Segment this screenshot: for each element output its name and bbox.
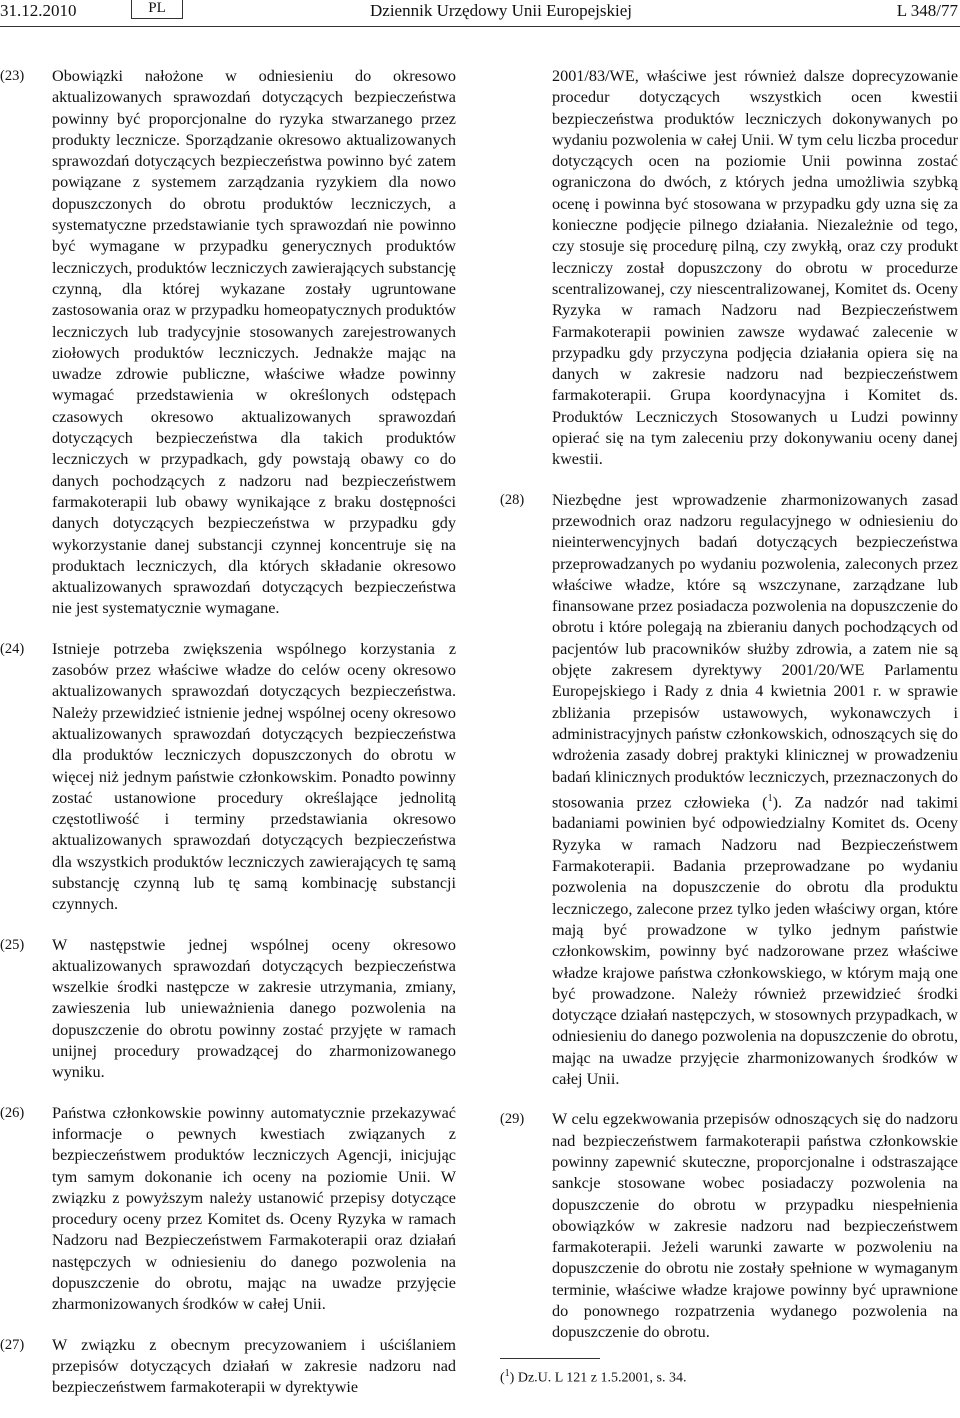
recital-text: W związku z obecnym precyzowaniem i uściślaniem przepisów dotyczących działań w zakresie nadzoru nad bezpieczeństwem farmakoterapii w dyrektywie bbox=[52, 1335, 456, 1397]
left-column bbox=[0, 66, 456, 1418]
footnote: ($^1$) Dz.U. L 121 z 1.5.2001, s. 34. bbox=[500, 1368, 687, 1386]
recital-24 bbox=[0, 639, 456, 916]
footnote-text: Dz.U. L 121 z 1.5.2001, s. 34. bbox=[517, 1370, 687, 1386]
recital-text bbox=[552, 1109, 958, 1343]
footnote-divider bbox=[500, 1358, 600, 1359]
header-divider bbox=[0, 26, 960, 27]
journal-title: Dziennik Urzędowy Unii Europejskiej bbox=[370, 1, 633, 20]
language-tag: PL bbox=[131, 0, 183, 19]
footnote-number: 1 bbox=[504, 1368, 510, 1379]
recital-28 bbox=[500, 490, 958, 1091]
recital-number: (29) bbox=[500, 1111, 525, 1128]
recital-29 bbox=[500, 1109, 958, 1343]
recital-number: (28) bbox=[500, 491, 525, 508]
recital-23 bbox=[0, 66, 456, 620]
recital-26 bbox=[0, 1103, 456, 1316]
page-header bbox=[0, 0, 960, 28]
right-column bbox=[500, 66, 958, 1363]
recital-number: (24) bbox=[0, 640, 25, 657]
recital-number: (25) bbox=[0, 936, 25, 953]
recital-number: (26) bbox=[0, 1104, 25, 1121]
recital-text: Istnieje potrzeba zwiększenia wspólnego korzystania z zasobów przez właściwe władze do celów oceny okresowo aktualizowanych sprawozdań dotyczących bezpieczeństwa. Należy przewidzieć istnienie jednej wspólnej oceny okresowo aktualizowanych sprawozdań dotyczących bezpieczeństwa dla produktów leczniczych dopuszczonych do obrotu w więcej niż jednym państwie członkowskim. Ponadto powinny zostać ustanowione procedury określające jednolitą częstotliwość i terminy przedstawiania okresowo aktualizowanych sprawozdań dotyczących bezpieczeństwa dla wszystkich produktów leczniczych zawierających tę samą substancję czynną lub tę samą kombinację substancji czynnych. bbox=[52, 639, 456, 914]
page-reference: L 348/77 bbox=[896, 1, 958, 20]
footnote-reference[interactable]: 1 bbox=[767, 792, 773, 804]
recital-text bbox=[552, 490, 958, 1091]
recital-number: (27) bbox=[0, 1336, 25, 1353]
recital-text: Obowiązki nałożone w odniesieniu do okresowo aktualizowanych sprawozdań dotyczących bezpieczeństwa powinny być proporcjonalne do ryzyka stwarzanego przez produkty lecznicze. Sporządzanie okresowo aktualizowanych sprawozdań dotyczących bezpieczeństwa powinno być zatem powiązane z systemem zarządzania ryzykiem dla nowo dopuszczonych do obrotu produktów leczniczych, a systematyczne przedstawianie tych sprawozdań nie powinno być wymagane w przypadku generycznych produktów leczniczych, produktów leczniczych zawierających substancję czynną, dla której wykazane zostały ugruntowane zastosowania oraz w przypadku homeopatycznych produktów leczniczych lub tradycyjnie stosowanych zarejestrowanych ziołowych produktów leczniczych. Jednakże mając na uwadze zdrowie publiczne, właściwe władze powinny wymagać przedstawienia w określonych odstępach czasowych okresowo aktualizowanych sprawozdań dotyczących bezpieczeństwa dla takich produktów leczniczych w przypadkach, gdy powstają obawy co do danych pochodzących z nadzoru nad bezpieczeństwem farmakoterapii lub obawy wynikające z braku dostępności danych dotyczących bezpieczeństwa w przypadku gdy wykorzystanie danej substancji czynnej koncentruje się na produktach leczniczych, dla których składanie okresowo aktualizowanych sprawozdań dotyczących bezpieczeństwa nie jest systematycznie wymagane. bbox=[52, 67, 456, 618]
recital-number: (23) bbox=[0, 68, 25, 84]
recital-text: W następstwie jednej wspólnej oceny okresowo aktualizowanych sprawozdań dotyczących bezpieczeństwa wszelkie środki następcze w zakresie utrzymania, zmiany, zawieszenia lub unieważnienia danego pozwolenia na dopuszczenie do obrotu powinny zostać przyjęte w ramach unijnej procedury prowadzącej do zharmonizowanego wyniku. bbox=[52, 935, 456, 1082]
recital-27-continuation bbox=[500, 66, 958, 471]
recital-27 bbox=[0, 1335, 456, 1399]
publication-date: 31.12.2010 bbox=[0, 1, 77, 20]
recital-text-part: W celu egzekwowania przepisów odnoszących się do nadzoru nad bezpieczeństwem farmakoterapii państwa członkowskie powinny zapewnić skuteczne, proporcjonalne i odstraszające sankcje stosowane wobec posiadaczy pozwolenia na dopuszczenie do obrotu w przypadku niespełnienia obowiązków w zakresie nadzoru nad bezpieczeństwem farmakoterapii. Jeżeli warunki zawarte w pozwoleniu na dopuszczenie do obrotu nie zostały spełnione w wymaganym terminie, właściwe władze krajowe powinny być uprawnione do ponownego rozpatrzenia wydanego pozwolenia na dopuszczenie do obrotu. bbox=[552, 1110, 958, 1342]
recital-text-part: Niezbędne jest wprowadzenie zharmonizowanych zasad przewodnich oraz nadzoru regulacyjnego w odniesieniu do nieinterwencyjnych badań dotyczących bezpieczeństwa przeprowadzanych po wydaniu pozwolenia, zaleconych przez właściwe władze, które są wszczynane, zarządzane lub finansowane przez posiadacza pozwolenia na dopuszczenie do obrotu i które polegają na zbieraniu danych pochodzących od pacjentów lub pracowników służby zdrowia, a zatem nie są objęte zakresem dyrektywy 2001/20/WE Parlamentu Europejskiego i Rady z dnia 4 kwietnia 2001 r. w sprawie zbliżania przepisów ustawowych, wykonawczych i administracyjnych państw członkowskich, odnoszących się do wdrożenia zasady dobrej praktyki klinicznej w prowadzeniu badań klinicznych produktów leczniczych, przeznaczonych do stosowania przez człowieka ( bbox=[552, 490, 958, 812]
recital-text: Państwa członkowskie powinny automatycznie przekazywać informacje o pewnych kwestiach związanych z bezpieczeństwem produktów leczniczych Agencji, inicjując tym samym dokonanie ich oceny na poziomie Unii. W związku z powyższym należy ustanowić przepisy dotyczące procedury oceny przez Komitet ds. Oceny Ryzyka w ramach Nadzoru nad Bezpieczeństwem Farmakoterapii oraz działań następczych w odniesieniu do danego pozwolenia na dopuszczenie do obrotu, mając na uwadze przyjęcie zharmonizowanych środków w całej Unii. bbox=[52, 1103, 456, 1314]
recital-25 bbox=[0, 935, 456, 1084]
recital-text-part: ). Za nadzór nad takimi badaniami powinien być odpowiedzialny Komitet ds. Oceny Ryzyka w ramach Nadzoru nad Bezpieczeństwem Farmakoterapii. Badania przeprowadzane po wydaniu pozwolenia na dopuszczenie do obrotu dla produktu leczniczego, zalecone przez tylko jeden właściwy organ, które mają być prowadzone w tylko jednym państwie członkowskim, powinny być nadzorowane przez właściwe władze krajowe państwa członkowskiego, w którym mają one być prowadzone. Należy również przewidzieć środki dotyczące działań następczych, w stosownych przypadkach, w odniesieniu do danego pozwolenia na dopuszczenie do obrotu, mając na uwadze przyjęcie zharmonizowanych środków w całej Unii. bbox=[552, 793, 958, 1089]
recital-text: 2001/83/WE, właściwe jest również dalsze doprecyzowanie procedur dotyczących wszystkich ocen kwestii bezpieczeństwa produktów leczniczych dokonywanych po wydaniu pozwolenia w całej Unii. W tym celu liczba procedur dotyczących ocen na poziomie Unii powinna zostać ograniczona do dwóch, z których jedna umożliwia szybką ocenę i powinna być stosowana w przypadku gdy uzna się za konieczne podjęcie pilnego działania. Niezależnie od tego, czy stosuje się procedurę pilną, czy zwykłą, oraz czy produkt leczniczy został dopuszczony do obrotu w procedurze scentralizowanej, czy niescentralizowanej, Komitet ds. Oceny Ryzyka w ramach Nadzoru nad Bezpieczeństwem Farmakoterapii powinien zawsze wydawać zalecenie w przypadku gdy przyczyna podjęcia działania opiera się na danych w zakresie nadzoru nad bezpieczeństwem farmakoterapii. Grupa koordynacyjna i Komitet ds. Produktów Leczniczych Stosowanych u Ludzi powinny opierać się na tym zaleceniu przy dokonywaniu oceny danej kwestii. bbox=[552, 67, 958, 469]
